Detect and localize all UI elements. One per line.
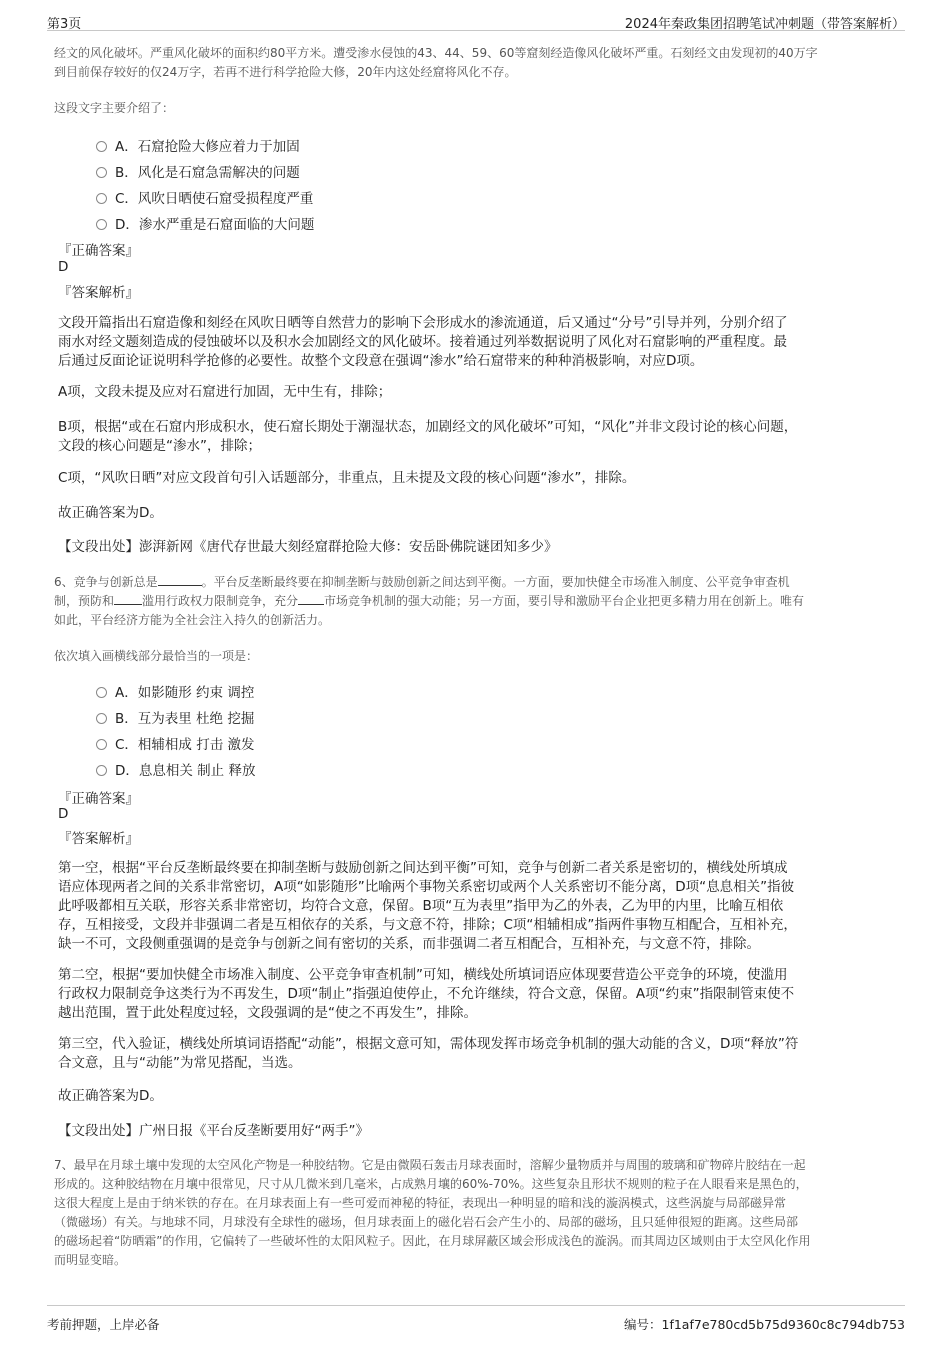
- passage-line: 经文的风化破坏。严重风化破坏的面积约80平方米。遭受渗水侵蚀的43、44、59、60等窟刻经造像风化破坏严重。石刻经文由发现初的40万字: [54, 46, 818, 60]
- analysis-line: 第二空，根据“要加快健全市场准入制度、公平竞争审查机制”可知，横线处所填词语应体现要营造公平竞争的环境，使滥用: [58, 967, 788, 983]
- radio-icon[interactable]: [96, 141, 107, 152]
- analysis-line: 合文意，且与“动能”为常见搭配，当选。: [58, 1055, 302, 1071]
- option-label: C．风吹日晒使石窟受损程度严重: [115, 191, 314, 207]
- q6-option-d[interactable]: [96, 759, 255, 779]
- radio-icon[interactable]: [96, 219, 107, 230]
- footer-slogan: 考前押题，上岸必备: [47, 1317, 160, 1332]
- passage-line: 而明显变暗。: [54, 1253, 127, 1267]
- q5-analysis-para: [58, 314, 898, 371]
- q6-conclusion: 故正确答案为D。: [58, 1088, 163, 1104]
- q6-analysis-para: [58, 1035, 898, 1073]
- option-label: B．互为表里 杜绝 挖掘: [115, 711, 255, 727]
- passage-line: 制，预防和 滥用行政权力限制竞争，充分 市场竞争机制的强大动能；另一方面，要引导和激励平台企业把更多精力用在创新上。唯有: [54, 594, 805, 608]
- analysis-line: B项，根据“或在石窟内形成积水，使石窟长期处于潮湿状态，加剧经文的风化破坏”可知，“风化”并非文段讨论的核心问题，: [58, 419, 798, 435]
- page-number: 第3页: [47, 17, 82, 32]
- q6-source: 【文段出处】广州日报《平台反垄断要用好“两手”》: [58, 1123, 369, 1139]
- analysis-line: 后通过反面论证说明科学抢修的必要性。故整个文段意在强调“渗水”给石窟带来的种种消极影响，对应D项。: [58, 353, 704, 369]
- passage-line: 如此，平台经济方能为全社会注入持久的创新活力。: [54, 613, 331, 627]
- analysis-line: 缺一不可，文段侧重强调的是竞争与创新之间有密切的关系，而非强调二者互相配合，互相补充，与文意不符，排除。: [58, 936, 760, 952]
- analysis-line: 存，互相接受，文段并非强调二者是互相依存的关系，与文意不符，排除；C项“相辅相成”指两件事物互相配合，互相补充，: [58, 917, 797, 933]
- blank-3[interactable]: [298, 592, 324, 605]
- analysis-line: 雨水对经文题刻造成的侵蚀破坏以及积水会加剧经文的风化破坏。接着通过列举数据说明了风化对石窟影响的严重程度。最: [58, 334, 787, 350]
- blank-1[interactable]: [158, 573, 202, 586]
- option-label: C．相辅相成 打击 激发: [115, 737, 255, 753]
- option-label: D．息息相关 制止 释放: [115, 763, 256, 779]
- q5-question: 这段文字主要介绍了：: [54, 101, 175, 115]
- radio-icon[interactable]: [96, 687, 107, 698]
- q6-passage: [54, 573, 894, 630]
- analysis-line: 文段的核心问题是“渗水”，排除；: [58, 438, 261, 454]
- passage-line: （微磁场）有关。与地球不同，月球没有全球性的磁场，但月球表面上的磁化岩石会产生小的、局部的磁场，且只延伸很短的距离。这些局部: [54, 1215, 799, 1229]
- q6-option-b[interactable]: [96, 707, 254, 727]
- document-title: 2024年秦政集团招聘笔试冲刺题（带答案解析）: [624, 17, 905, 32]
- q5-option-d[interactable]: [96, 213, 314, 233]
- q5-option-c[interactable]: [96, 187, 313, 207]
- q6-analysis-para: [58, 859, 898, 954]
- option-label: B．风化是石窟急需解决的问题: [115, 165, 300, 181]
- passage-line: 6、竞争与创新总是 。平台反垄断最终要在抑制垄断与鼓励创新之间达到平衡。一方面，要加快健全市场准入制度、公平竞争审查机: [54, 575, 790, 589]
- q5-answer: D: [58, 259, 69, 275]
- radio-icon[interactable]: [96, 739, 107, 750]
- q5-analysis-para: A项，文段未提及应对石窟进行加固，无中生有，排除；: [58, 384, 392, 400]
- q5-conclusion: 故正确答案为D。: [58, 505, 163, 521]
- passage-line: 到目前保存较好的仅24万字，若再不进行科学抢险大修，20年内这处经窟将风化不存。: [54, 65, 517, 79]
- analysis-line: 语应体现两者之间的关系非常密切，A项“如影随形”比喻两个事物关系密切或两个人关系密切不能分离，D项“息息相关”指彼: [58, 879, 795, 895]
- analysis-line: 越出范围，置于此处程度过轻，文段强调的是“使之不再发生”，排除。: [58, 1005, 477, 1021]
- page-header: [47, 10, 905, 31]
- passage-line: 7、最早在月球土壤中发现的太空风化产物是一种胶结物。它是由微陨石轰击月球表面时，溶解少量物质并与周围的玻璃和矿物碎片胶结在一起: [54, 1158, 806, 1172]
- q5-analysis-para: [58, 418, 898, 456]
- option-label: A．石窟抢险大修应着力于加固: [115, 139, 300, 155]
- q6-analysis-label: 『答案解析』: [58, 831, 139, 847]
- page-footer: [47, 1305, 905, 1336]
- analysis-line: 此呼吸都相互关联，形容关系非常密切，均符合文意，保留。B项“互为表里”指甲为乙的外表，乙为甲的内里，比喻互相依: [58, 898, 784, 914]
- analysis-line: 文段开篇指出石窟造像和刻经在风吹日晒等自然营力的影响下会形成水的渗流通道，后又通过“分号”引导并列，分别介绍了: [58, 315, 788, 331]
- radio-icon[interactable]: [96, 193, 107, 204]
- q5-analysis-para: C项，“风吹日晒”对应文段首句引入话题部分，非重点，且未提及文段的核心问题“渗水”，排除。: [58, 470, 636, 486]
- document-id: 编号：1f1af7e780cd5b75d9360c8c794db753: [624, 1317, 905, 1332]
- analysis-line: 第一空，根据“平台反垄断最终要在抑制垄断与鼓励创新之间达到平衡”可知，竞争与创新二者关系是密切的，横线处所填成: [58, 860, 788, 876]
- option-label: A．如影随形 约束 调控: [115, 685, 255, 701]
- option-label: D．渗水严重是石窟面临的大问题: [115, 217, 315, 233]
- passage-line: 形成的。这种胶结物在月壤中很常见，尺寸从几微米到几毫米，占成熟月壤的60%-70%。这些复杂且形状不规则的粒子在人眼看来是黑色的，: [54, 1177, 808, 1191]
- q5-option-a[interactable]: [96, 135, 300, 155]
- radio-icon[interactable]: [96, 167, 107, 178]
- q6-answer-label: 『正确答案』: [58, 791, 139, 807]
- q5-answer-label: 『正确答案』: [58, 243, 139, 259]
- radio-icon[interactable]: [96, 765, 107, 776]
- q6-option-a[interactable]: [96, 681, 254, 701]
- q6-analysis-para: [58, 966, 898, 1023]
- q6-question: 依次填入画横线部分最恰当的一项是：: [54, 649, 259, 663]
- passage-line: 的磁场起着“防晒霜”的作用，它偏转了一些破坏性的太阳风粒子。因此，在月球屏蔽区域会形成浅色的漩涡。而其周边区域则由于太空风化作用: [54, 1234, 811, 1248]
- analysis-line: 第三空，代入验证，横线处所填词语搭配“动能”，根据文意可知，需体现发挥市场竞争机制的强大动能的含义，D项“释放”符: [58, 1036, 799, 1052]
- analysis-line: 行政权力限制竞争这类行为不再发生，D项“制止”指强迫使停止，不允许继续，符合文意，保留。A项“约束”指限制管束使不: [58, 986, 795, 1002]
- q5-passage: [54, 44, 894, 82]
- q5-source: 【文段出处】澎湃新网《唐代存世最大刻经窟群抢险大修：安岳卧佛院谜团知多少》: [58, 539, 558, 555]
- q6-answer: D: [58, 806, 69, 822]
- blank-2[interactable]: [114, 592, 142, 605]
- radio-icon[interactable]: [96, 713, 107, 724]
- q6-option-c[interactable]: [96, 733, 255, 753]
- q5-analysis-label: 『答案解析』: [58, 285, 139, 301]
- passage-line: 这很大程度上是由于纳米铁的存在。在月球表面上有一些可爱而神秘的特征，表现出一种明显的暗和浅的漩涡模式，这些涡旋与局部磁异常: [54, 1196, 787, 1210]
- q7-passage: [54, 1156, 894, 1270]
- q5-option-b[interactable]: [96, 161, 300, 181]
